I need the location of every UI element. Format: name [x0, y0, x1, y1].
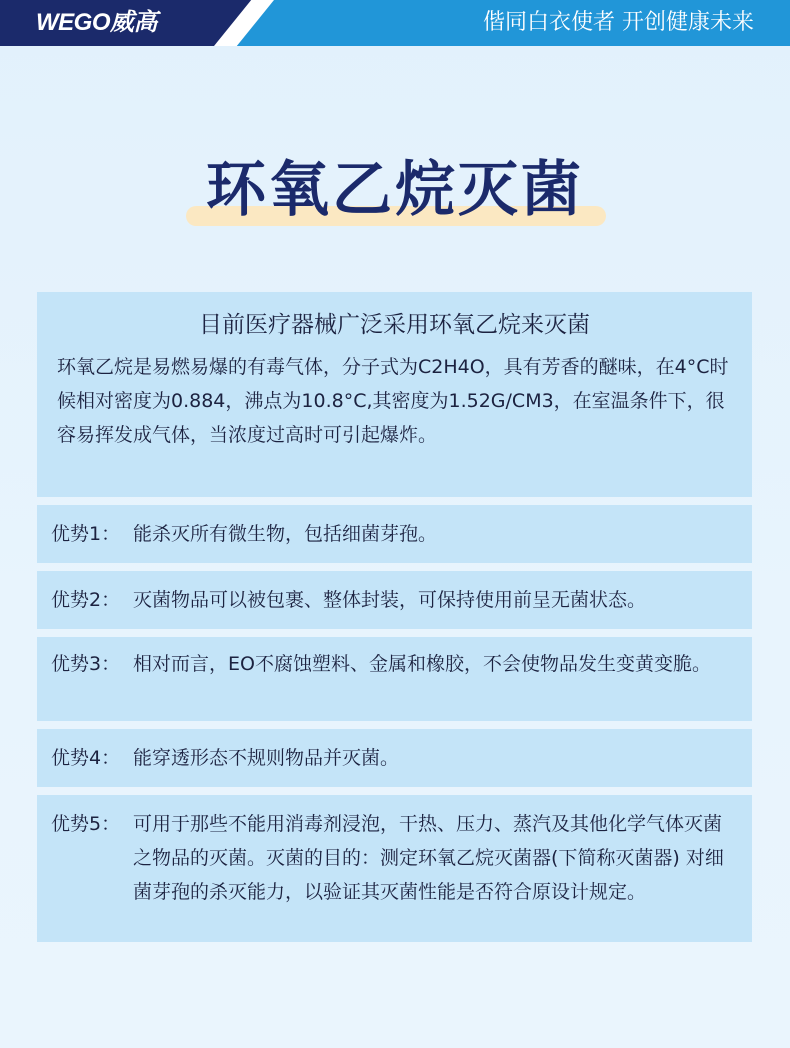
- advantage-card-2: [37, 571, 752, 629]
- advantage-label: 优势4：: [51, 747, 121, 769]
- advantage-label: 优势1：: [51, 523, 121, 545]
- advantage-label: 优势5：: [51, 813, 121, 835]
- page-title: 环氧乙烷灭菌: [206, 155, 584, 225]
- title-container: [0, 150, 790, 230]
- brand-slogan: 偕同白衣使者 开创健康未来: [483, 10, 754, 35]
- advantage-text: 能杀灭所有微生物，包括细菌芽孢。: [133, 523, 438, 545]
- intro-body: 环氧乙烷是易燃易爆的有毒气体，分子式为C2H4O，具有芳香的醚味，在4°C时候相对密度为0.884，沸点为10.8°C,其密度为1.52G/CM3，在室温条件下，很容易挥发成气体，当浓度过高时可引起爆炸。: [57, 356, 729, 446]
- advantage-text: 可用于那些不能用消毒剂浸泡，干热、压力、蒸汽及其他化学气体灭菌之物品的灭菌。灭菌的目的：测定环氧乙烷灭菌器(下简称灭菌器) 对细菌芽孢的杀灭能力，以验证其灭菌性能是否符合原设计规定。: [133, 813, 724, 903]
- advantage-card-4: [37, 729, 752, 787]
- brand-logo: WEGO威高: [36, 9, 157, 36]
- intro-card: [37, 292, 752, 497]
- advantage-card-3: [37, 637, 752, 721]
- advantage-text: 能穿透形态不规则物品并灭菌。: [133, 747, 400, 769]
- advantage-label: 优势2：: [51, 589, 121, 611]
- advantage-text: 灭菌物品可以被包裹、整体封装，可保持使用前呈无菌状态。: [133, 589, 647, 611]
- advantage-card-1: [37, 505, 752, 563]
- top-banner: [0, 0, 790, 46]
- intro-subtitle: 目前医疗器械广泛采用环氧乙烷来灭菌: [199, 312, 590, 338]
- advantage-card-5: [37, 795, 752, 942]
- advantage-text: 相对而言，EO不腐蚀塑料、金属和橡胶，不会使物品发生变黄变脆。: [133, 653, 711, 675]
- advantage-label: 优势3：: [51, 653, 121, 675]
